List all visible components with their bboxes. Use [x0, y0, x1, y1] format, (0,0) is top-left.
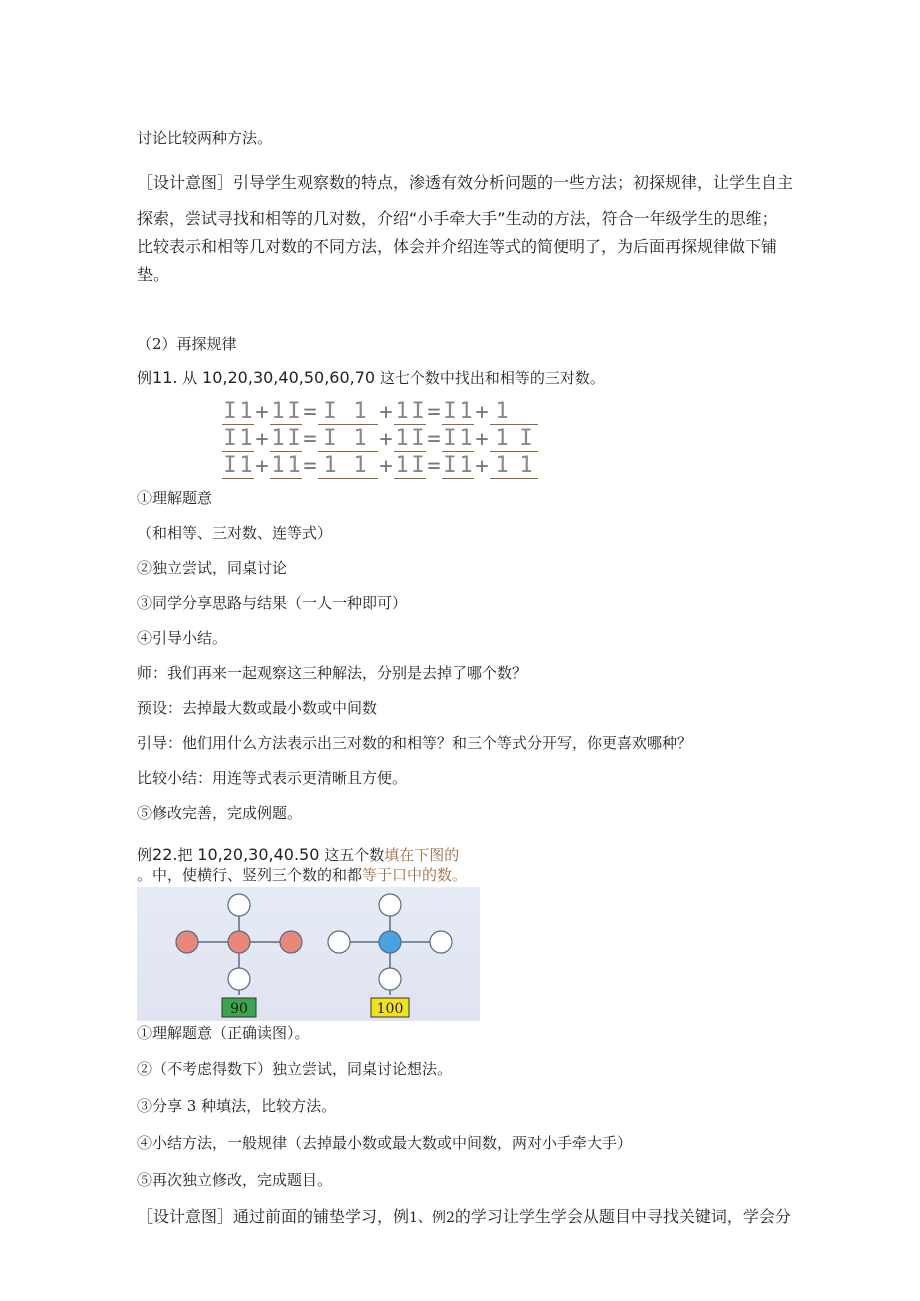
blank-tens: I: [318, 427, 342, 452]
example-1-numbers: 10,20,30,40,50,60,70: [202, 368, 376, 387]
example-2-prefix: 例: [137, 846, 153, 864]
blank-ones: 1: [342, 400, 378, 425]
red-circle: [228, 931, 250, 953]
plus-sign: +: [475, 400, 489, 425]
blank-ones: I: [411, 426, 425, 451]
step2-revise: ⑤再次独立修改，完成题目。: [137, 1171, 333, 1189]
blue-circle: [379, 931, 401, 953]
plus-sign: +: [379, 454, 393, 479]
red-circle: [280, 931, 302, 953]
equals-sign: =: [427, 400, 441, 425]
example-2-line2-a: 。中，使横行、竖列三个数的和都: [137, 866, 363, 884]
blank-ones: I: [514, 427, 538, 452]
step-keywords: （和相等、三对数、连等式）: [137, 524, 333, 542]
empty-circle: [228, 968, 250, 990]
empty-circle: [379, 894, 401, 916]
blank-tens: 1: [490, 400, 514, 425]
step-summary: ④引导小结。: [137, 629, 228, 647]
equation-row: [222, 425, 538, 452]
example-1-text-a: 从: [182, 369, 198, 387]
step-revise: ⑤修改完善，完成例题。: [137, 804, 303, 822]
empty-circle: [328, 931, 350, 953]
step2-summary: ④小结方法，一般规律（去掉最小数或最大数或中间数，两对小手牵大手）: [137, 1134, 633, 1152]
blank-tens: 1: [271, 453, 285, 478]
design-intent-line-3: 比较表示和相等几对数的不同方法，体会并介绍连等式的简便明了，为后面再探规律做下铺: [137, 237, 778, 256]
empty-circle: [379, 968, 401, 990]
expected-answer: 预设：去掉最大数或最小数或中间数: [137, 699, 378, 717]
plus-sign: +: [475, 454, 489, 479]
design-intent-2: [137, 1207, 791, 1228]
blank-ones: I: [411, 399, 425, 424]
design-intent-line-4: 垫。: [137, 265, 170, 284]
blank-tens: 1: [490, 454, 514, 479]
plus-sign: +: [475, 427, 489, 452]
design-intent-2-b: 1、例: [409, 1210, 446, 1226]
sum-box-left-value: 90: [230, 1001, 248, 1017]
step-understand: ①理解题意: [137, 489, 213, 507]
step-try: ②独立尝试，同桌讨论: [137, 559, 288, 577]
blank-tens: 1: [271, 426, 285, 451]
equals-sign: =: [303, 427, 317, 452]
example-1-prefix: 例: [137, 369, 153, 387]
teacher-question: 师：我们再来一起观察这三种解法，分别是去掉了哪个数？: [137, 664, 528, 682]
example-2-numbers: 10,20,30,40.50: [197, 845, 320, 864]
blank-ones: 1: [514, 454, 538, 479]
equation-row: [222, 452, 538, 479]
guide-question: 引导：他们用什么方法表示出三对数的和相等？和三个等式分开写，你更喜欢哪种？: [137, 734, 693, 752]
design-intent-line-1: ［设计意图］引导学生观察数的特点，渗透有效分析问题的一些方法；初探规律，让学生自主: [137, 173, 794, 192]
empty-circle: [228, 894, 250, 916]
blank-ones: I: [287, 399, 301, 424]
blank-ones: I: [411, 453, 425, 478]
equals-sign: =: [303, 400, 317, 425]
cross-puzzle-figure: [137, 887, 480, 1021]
blank-ones: 1: [459, 453, 473, 478]
compare-summary: 比较小结：用连等式表示更清晰且方便。: [137, 769, 408, 787]
blank-ones: 1: [239, 399, 253, 424]
equation-row: [222, 398, 538, 425]
sum-box-right-value: 100: [376, 1001, 404, 1017]
blank-tens: 1: [395, 453, 409, 478]
blank-tens: 1: [318, 454, 342, 479]
example-2-prompt-line-2: [137, 865, 467, 885]
example-2-text-a: 把: [177, 846, 193, 864]
blank-ones: 1: [459, 426, 473, 451]
plus-sign: +: [255, 400, 269, 425]
plus-sign: +: [255, 427, 269, 452]
intro-line: 讨论比较两种方法。: [137, 129, 273, 147]
example-1-prompt: [137, 368, 605, 388]
blank-tens: 1: [490, 427, 514, 452]
plus-sign: +: [255, 454, 269, 479]
example-1-number: 11.: [152, 368, 178, 387]
example-2-number: 22.: [152, 845, 178, 864]
cross-puzzle-drawing: [137, 887, 480, 1021]
equals-sign: =: [427, 454, 441, 479]
blank-tens: I: [318, 400, 342, 425]
blank-tens: I: [223, 453, 237, 478]
example-2-text-b: 这五个数: [324, 846, 385, 864]
blank-ones: 1: [342, 454, 378, 479]
red-circle: [176, 931, 198, 953]
blank-ones: 1: [239, 426, 253, 451]
step2-try: ②（不考虑得数下）独立尝试，同桌讨论想法。: [137, 1060, 453, 1078]
blank-ones: [514, 400, 538, 425]
blank-tens: I: [443, 453, 457, 478]
example-2-text-c: 填在下图的: [384, 846, 460, 864]
plus-sign: +: [379, 427, 393, 452]
blank-tens: I: [223, 426, 237, 451]
plus-sign: +: [379, 400, 393, 425]
blank-tens: 1: [395, 426, 409, 451]
blank-ones: I: [287, 426, 301, 451]
equals-sign: =: [303, 454, 317, 479]
blank-tens: 1: [271, 399, 285, 424]
design-intent-line-2: 探索，尝试寻找和相等的几对数，介绍“小手牵大手”生动的方法，符合一年级学生的思维；: [137, 209, 778, 228]
equals-sign: =: [427, 427, 441, 452]
design-intent-2-a: ［设计意图］通过前面的铺垫学习，例: [137, 1207, 410, 1226]
blank-ones: 1: [287, 453, 301, 478]
step2-understand: ①理解题意（正确读图）。: [137, 1024, 310, 1042]
example-2-line2-b: 等于口中的数。: [362, 866, 468, 884]
section-title: （2）再探规律: [137, 335, 237, 353]
example-2-prompt-line-1: [137, 845, 459, 865]
blank-ones: 1: [239, 453, 253, 478]
blank-tens: I: [443, 399, 457, 424]
step-share: ③同学分享思路与结果（一人一种即可）: [137, 594, 408, 612]
blank-tens: 1: [395, 399, 409, 424]
blank-tens: I: [223, 399, 237, 424]
blank-ones: 1: [342, 427, 378, 452]
design-intent-2-c: 2: [445, 1210, 455, 1226]
equation-blanks: [222, 398, 538, 479]
empty-circle: [430, 931, 452, 953]
blank-tens: I: [443, 426, 457, 451]
example-1-text-b: 这七个数中找出和相等的三对数。: [379, 369, 605, 387]
design-intent-2-d: 的学习让学生学会从题目中寻找关键词，学会分: [454, 1207, 791, 1226]
blank-ones: 1: [459, 399, 473, 424]
step2-share: ③分享 3 种填法，比较方法。: [137, 1097, 337, 1115]
